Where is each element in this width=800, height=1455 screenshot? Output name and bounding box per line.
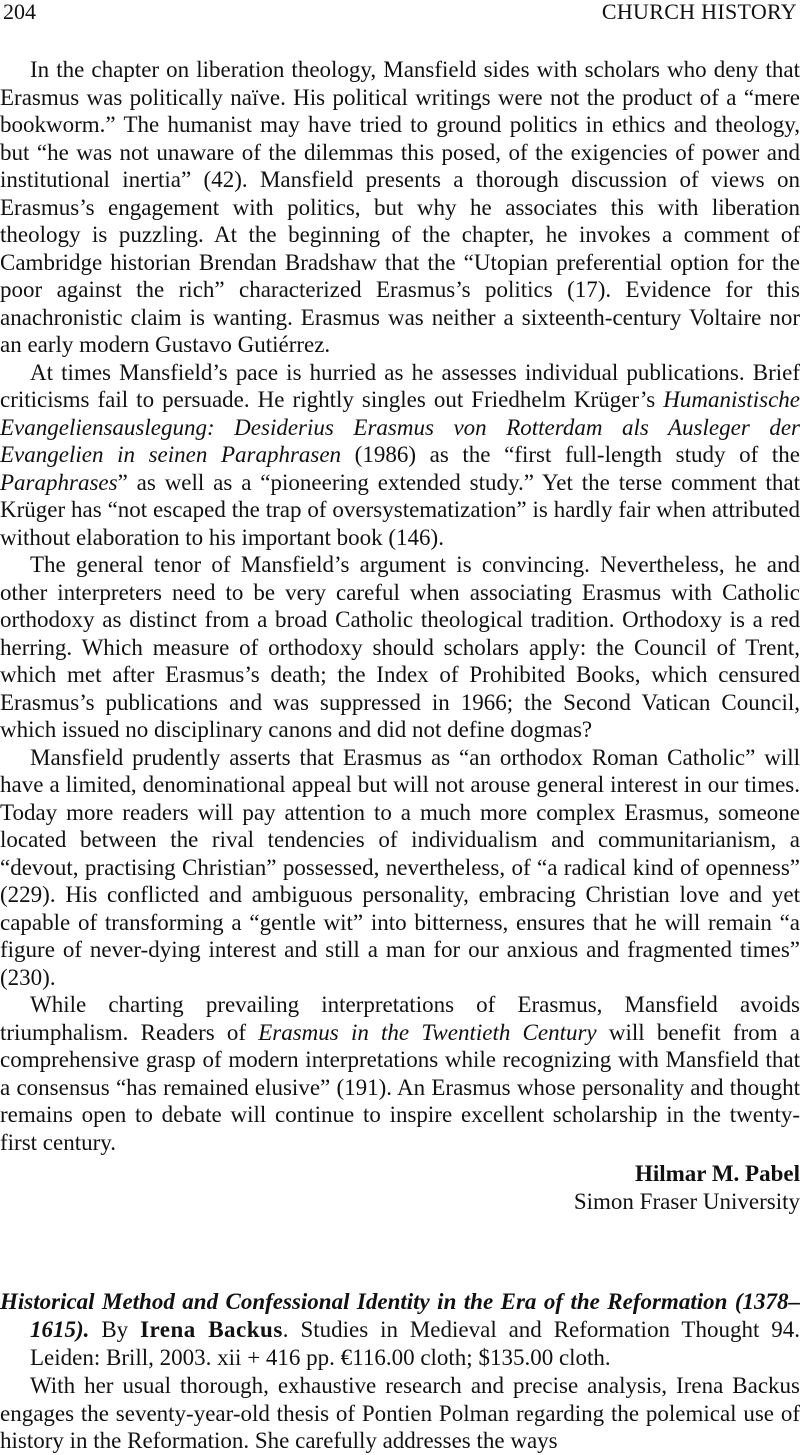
erasmus-book-italic: Erasmus in the Twentieth Century	[258, 1019, 597, 1045]
paragraph-orthodoxy: The general tenor of Mansfield’s argument is convincing. Nevertheless, he and other interpreters need to be very careful when associating Erasmus with Catholic orthodoxy as distinct from a broad Catholic theological tradition. Orthodoxy is a red herring. Which measure of orthodoxy should scholars apply: the Council of Trent, which met after Erasmus’s death; the Index of Prohibited Books, which censured Erasmus’s publications and was suppressed in 1966; the Second Vatican Council, which issued no disciplinary canons and did not define dogmas?	[0, 552, 800, 742]
reviewer-signature	[0, 1160, 800, 1216]
paragraph-liberation-theology: In the chapter on liberation theology, Mansfield sides with scholars who deny that Erasmus was politically naïve. His political writings were not the product of a “mere bookworm.” The humanist may have tried to ground politics in ethics and theology, but “he was not unaware of the dilemmas this posed, of the exigencies of power and institutional inertia” (42). Mansfield presents a thorough discussion of views on Erasmus’s engagement with politics, but why he associates this with liberation theology is puzzling. At the beginning of the chapter, he invokes a comment of Cambridge historian Brendan Bradshaw that the “Utopian preferential option for the poor against the rich” characterized Erasmus’s politics (17). Evidence for this anachronistic claim is wanting. Erasmus was neither a sixteenth-century Voltaire nor an early modern Gustavo Gutiérrez.	[0, 57, 800, 357]
paragraph-hurried-pace: At times Mansfield’s pace is hurried as he assesses individual publications. Brief criticisms fail to persuade. He rightly singles out Friedhelm Krüger’s Humanistische Evangeliensauslegung: Desiderius Erasmus von Rotterdam als Ausleger der Evangelien in seinen Paraphrasen (1986) as the “first full-length study of the Paraphrases” as well as a “pioneering extended study.” Yet the terse comment that Krüger has “not escaped the trap of oversystematization” is hardly fair when attributed without elaboration to his important book (146).	[0, 359, 800, 550]
page-number: 204	[3, 0, 36, 24]
book-title-italic: Humanistische Evangeliensauslegung: Desiderius Erasmus von Rotterdam als Ausleger der Evangelien in seinen Paraphrasen	[0, 387, 800, 467]
reviewer-name: Hilmar M. Pabel	[634, 1161, 800, 1186]
paraphrases-italic: Paraphrases	[0, 469, 118, 495]
running-head: CHURCH HISTORY	[601, 0, 797, 24]
review-author: Irena Backus	[140, 1317, 283, 1342]
paragraph-triumphalism: While charting prevailing interpretations of Erasmus, Mansfield avoids triumphalism. Readers of Erasmus in the Twentieth Century will benefit from a comprehensive grasp of modern interpretations while recognizing with Mansfield that a consensus “has remained elusive” (191). An Erasmus whose personality and thought remains open to debate will continue to inspire excellent scholarship in the twenty-first century.	[0, 992, 800, 1155]
paragraph-orthodox-catholic: Mansfield prudently asserts that Erasmus as “an orthodox Roman Catholic” will have a limited, denominational appeal but will not arouse general interest in our times. Today more readers will pay attention to a much more complex Erasmus, someone located between the rival tendencies of individualism and communitarianism, a “devout, practising Christian” possessed, nevertheless, of “a radical kind of openness” (229). His conflicted and ambiguous personality, embracing Christian love and yet capable of transforming a “gentle wit” into bitterness, ensures that he will remain “a figure of never-dying interest and still a man for our anxious and fragmented times” (230).	[0, 744, 800, 990]
review-citation: Historical Method and Confessional Identity in the Era of the Reformation (1378–1615). By Irena Backus. Studies in Medieval and Reformation Thought 94. Leiden: Brill, 2003. xii + 416 pp. €116.00 cloth; $135.00 cloth.	[0, 1289, 800, 1370]
review-publication-details: . Studies in Medieval and Reformation Thought 94. Leiden: Brill, 2003. xii + 416 pp. €116.00 cloth; $135.00 cloth.	[30, 1317, 800, 1370]
page-header	[0, 0, 800, 28]
article-body	[0, 56, 800, 1455]
reviewer-affiliation: Simon Fraser University	[573, 1189, 800, 1214]
review-book-title: Historical Method and Confessional Identity in the Era of the Reformation (1378–1615).	[0, 1289, 800, 1342]
review-opening-paragraph: With her usual thorough, exhaustive research and precise analysis, Irena Backus engages the seventy-year-old thesis of Pontien Polman regarding the polemical use of history in the Reformation. She carefully addresses the ways	[0, 1373, 800, 1453]
